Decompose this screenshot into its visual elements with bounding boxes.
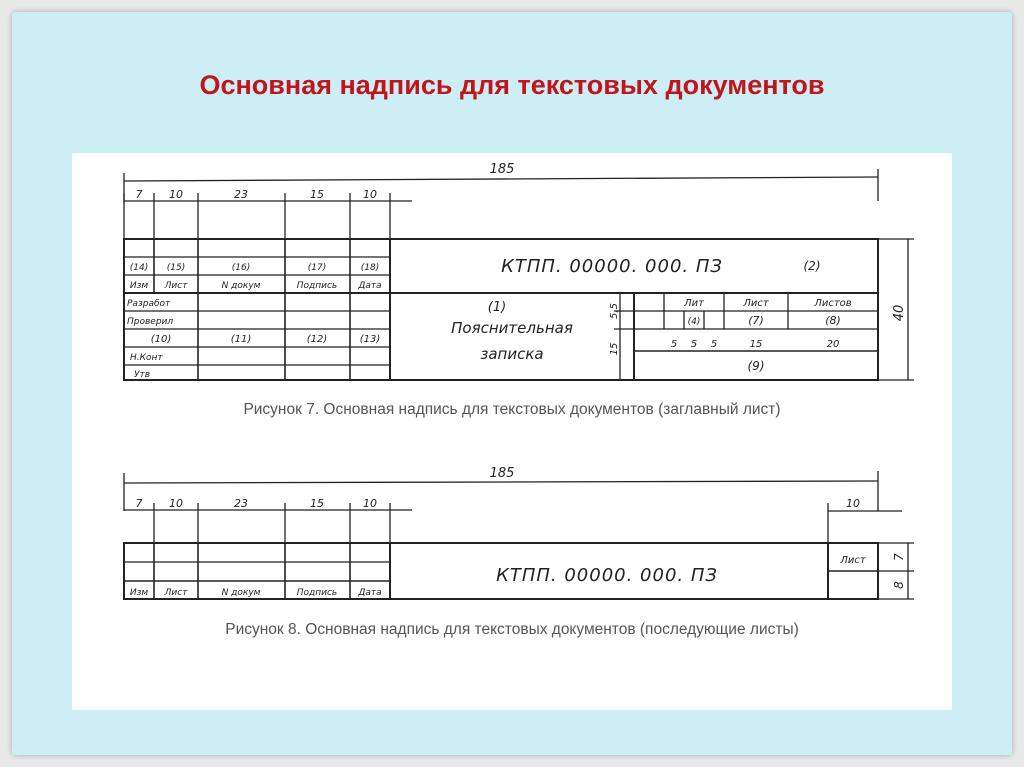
fig8-dim-col-4: 15 bbox=[310, 497, 324, 510]
slide-title: Основная надпись для текстовых документов bbox=[199, 70, 825, 100]
fig7-header-list: Лист bbox=[164, 281, 188, 291]
fig8-dim-height-1: 7 bbox=[892, 553, 906, 561]
fig7-listov-dim: 20 bbox=[826, 339, 840, 350]
fig7-dim-col-3: 23 bbox=[234, 188, 248, 201]
fig7-dim-row-a: 5,5 bbox=[609, 303, 620, 319]
fig8-designation: КТПП. 00000. 000. ПЗ bbox=[496, 565, 718, 586]
fig7-name-num: (1) bbox=[487, 300, 507, 315]
fig7-field-num-14: (14) bbox=[129, 263, 149, 273]
fig7-dim-col-2: 10 bbox=[169, 188, 183, 201]
fig7-designation-num: (2) bbox=[803, 259, 821, 273]
fig7-dim-col-5: 10 bbox=[363, 188, 377, 201]
fig7-org-num: (9) bbox=[747, 359, 765, 373]
fig8-dim-col-2: 10 bbox=[169, 497, 183, 510]
fig8-header-podpis: Подпись bbox=[296, 588, 338, 598]
fig7-listov-num: (8) bbox=[825, 314, 841, 327]
fig7-list-num: (7) bbox=[748, 314, 764, 327]
fig7-list-header: Лист bbox=[743, 298, 769, 309]
fig7-lit-dim-3: 5 bbox=[710, 339, 718, 350]
fig7-row-num-10: (10) bbox=[150, 334, 172, 345]
figure7-caption: Рисунок 7. Основная надпись для текстовых документов (заглавный лист) bbox=[243, 401, 781, 418]
fig7-header-data: Дата bbox=[358, 281, 382, 291]
fig7-header-izm: Изм bbox=[129, 281, 149, 291]
fig7-header-ndokum: N докум bbox=[221, 281, 261, 291]
fig7-row-nkont: Н.Конт bbox=[130, 353, 163, 363]
fig8-header-list: Лист bbox=[164, 588, 188, 598]
fig8-header-ndokum: N докум bbox=[221, 588, 261, 598]
fig7-dim-total: 185 bbox=[489, 162, 515, 177]
fig7-lit-header: Лит bbox=[684, 298, 704, 309]
fig7-name-line1: Пояснительная bbox=[451, 319, 573, 337]
fig7-row-num-11: (11) bbox=[230, 334, 252, 345]
fig7-row-utv: Утв bbox=[134, 370, 151, 380]
figure8-caption: Рисунок 8. Основная надпись для текстовых документов (последующие листы) bbox=[225, 621, 799, 638]
fig7-listov-header: Листов bbox=[814, 298, 852, 309]
fig7-row-proveril: Проверил bbox=[127, 317, 174, 327]
fig7-name-line2: записка bbox=[480, 345, 544, 363]
fig8-list-label: Лист bbox=[840, 555, 866, 566]
fig7-dim-row-b: 15 bbox=[609, 342, 620, 356]
fig7-row-num-13: (13) bbox=[359, 334, 381, 345]
fig7-designation: КТПП. 00000. 000. ПЗ bbox=[501, 256, 723, 277]
fig7-dim-height: 40 bbox=[892, 304, 907, 322]
fig7-lit-dim-1: 5 bbox=[670, 339, 678, 350]
fig8-dim-col-1: 7 bbox=[135, 497, 143, 510]
fig7-field-num-17: (17) bbox=[307, 263, 327, 273]
fig7-field-num-15: (15) bbox=[166, 263, 186, 273]
fig7-row-num-12: (12) bbox=[306, 334, 328, 345]
fig8-header-data: Дата bbox=[358, 588, 382, 598]
fig7-dim-col-4: 15 bbox=[310, 188, 324, 201]
fig7-header-podpis: Подпись bbox=[296, 281, 338, 291]
fig8-dim-total: 185 bbox=[489, 466, 515, 481]
fig8-dim-col-5: 10 bbox=[363, 497, 377, 510]
fig7-lit-dim-2: 5 bbox=[690, 339, 698, 350]
fig7-field-num-16: (16) bbox=[231, 263, 251, 273]
fig7-row-razrab: Разработ bbox=[127, 299, 171, 309]
fig8-header-izm: Изм bbox=[129, 588, 149, 598]
fig7-field-num-18: (18) bbox=[360, 263, 380, 273]
fig8-dim-right: 10 bbox=[846, 497, 860, 510]
fig7-lit-num: (4) bbox=[687, 317, 701, 327]
fig8-dim-col-3: 23 bbox=[234, 497, 248, 510]
fig7-list-dim: 15 bbox=[749, 339, 763, 350]
fig8-dim-height-2: 8 bbox=[892, 581, 906, 589]
fig7-dim-col-1: 7 bbox=[135, 188, 143, 201]
figure-sheet bbox=[72, 153, 952, 710]
